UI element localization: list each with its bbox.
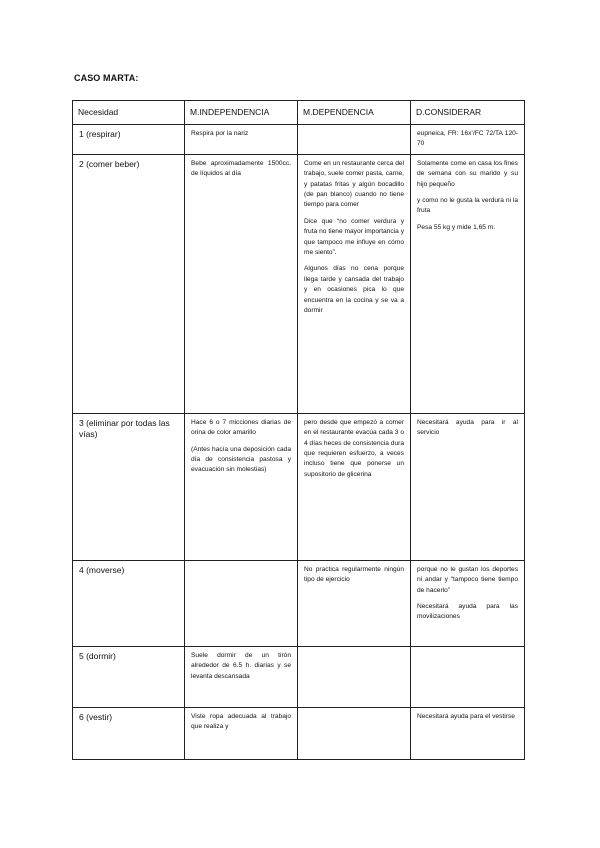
cell-paragraph: Dice que “no comer verdura y fruta no tiene mayor importancia y que tampoco me influye en cómo me siento”. bbox=[304, 217, 404, 257]
dependencia-cell bbox=[298, 560, 411, 646]
need-cell: 6 (vestir) bbox=[73, 707, 185, 759]
cell-paragraph: porque no le gustan los deportes ni andar y “tampoco tiene tiempo de hacerlo” bbox=[417, 565, 518, 594]
considerar-cell bbox=[411, 125, 525, 155]
considerar-cell bbox=[411, 707, 525, 759]
header-d-considerar: D.CONSIDERAR bbox=[411, 101, 525, 125]
cell-paragraph: Viste ropa adecuada al trabajo que realiza y bbox=[191, 712, 291, 731]
need-cell: 1 (respirar) bbox=[73, 125, 185, 155]
cell-paragraph: Necesitará ayuda para las movilizaciones bbox=[417, 603, 518, 621]
cell-paragraph: Solamente come en casa los fines de semana con su marido y su hijo pequeño bbox=[417, 159, 518, 188]
considerar-cell bbox=[411, 646, 525, 707]
cell-paragraph: Hace 6 o 7 micciones diarias de orina de color amarillo bbox=[191, 418, 291, 437]
table-row bbox=[73, 560, 525, 646]
independencia-cell bbox=[185, 413, 298, 560]
considerar-cell bbox=[411, 154, 525, 413]
independencia-cell bbox=[185, 707, 298, 759]
cell-paragraph: Algunos días no cena porque llega tarde y cansada del trabajo y en ocasiones pica lo que encuentra en la cocina y se va a dormir bbox=[304, 265, 404, 315]
table-header-row bbox=[73, 101, 525, 125]
cell-paragraph: Come en un restaurante cerca del trabajo, suele comer pasta, carne, y patatas fritas y algún bocadillo (de pan blanco) cuando no tiene tiempo para comer bbox=[304, 159, 404, 209]
cell-paragraph: Necesitará ayuda para ir al servicio bbox=[417, 418, 518, 437]
table-row bbox=[73, 646, 525, 707]
cell-paragraph: Suele dormir de un tirón alrededor de 6.5 h. diarias y se levanta descansada bbox=[191, 651, 291, 680]
table-row bbox=[73, 707, 525, 759]
table-row bbox=[73, 413, 525, 560]
cell-paragraph: y como no le gusta la verdura ni la fruta bbox=[417, 197, 518, 215]
independencia-cell bbox=[185, 125, 298, 155]
cell-paragraph: eupneica, FR: 16x’/FC 72/TA 120-70 bbox=[417, 130, 518, 148]
need-cell: 5 (dormir) bbox=[73, 646, 185, 707]
table-row bbox=[73, 154, 525, 413]
dependencia-cell bbox=[298, 125, 411, 155]
cell-paragraph: Bebe aproximadamente 1500cc. de líquidos al día bbox=[191, 159, 291, 178]
considerar-cell bbox=[411, 413, 525, 560]
document-title: CASO MARTA: bbox=[74, 73, 139, 83]
dependencia-cell bbox=[298, 707, 411, 759]
cell-paragraph: Necesitará ayuda para el vestirse bbox=[417, 712, 515, 720]
header-m-dependencia: M.DEPENDENCIA bbox=[298, 101, 411, 125]
header-necesidad: Necesidad bbox=[73, 101, 185, 125]
need-cell: 3 (eliminar por todas las vías) bbox=[73, 413, 185, 560]
cell-paragraph: No practica regularmente ningún tipo de ejercicio bbox=[304, 565, 404, 584]
cell-paragraph: Pesa 55 kg y mide 1,65 m. bbox=[417, 223, 496, 231]
dependencia-cell bbox=[298, 413, 411, 560]
table-row bbox=[73, 125, 525, 155]
need-cell: 2 (comer beber) bbox=[73, 154, 185, 413]
cell-paragraph: pero desde que empezó a comer en el restaurante evacúa cada 3 o 4 días heces de consistencia dura que requieren esfuerzo, a veces incluso tiene que ponerse un supositorio de glicerina bbox=[304, 418, 404, 478]
need-cell: 4 (moverse) bbox=[73, 560, 185, 646]
needs-table bbox=[72, 100, 525, 760]
header-m-independencia: M.INDEPENDENCIA bbox=[185, 101, 298, 125]
cell-paragraph: (Antes hacía una deposición cada día de consistencia pastosa y evacuación sin molestias) bbox=[191, 445, 291, 474]
independencia-cell bbox=[185, 646, 298, 707]
dependencia-cell bbox=[298, 154, 411, 413]
dependencia-cell bbox=[298, 646, 411, 707]
considerar-cell bbox=[411, 560, 525, 646]
independencia-cell bbox=[185, 154, 298, 413]
independencia-cell bbox=[185, 560, 298, 646]
cell-paragraph: Respira por la nariz bbox=[191, 130, 249, 137]
